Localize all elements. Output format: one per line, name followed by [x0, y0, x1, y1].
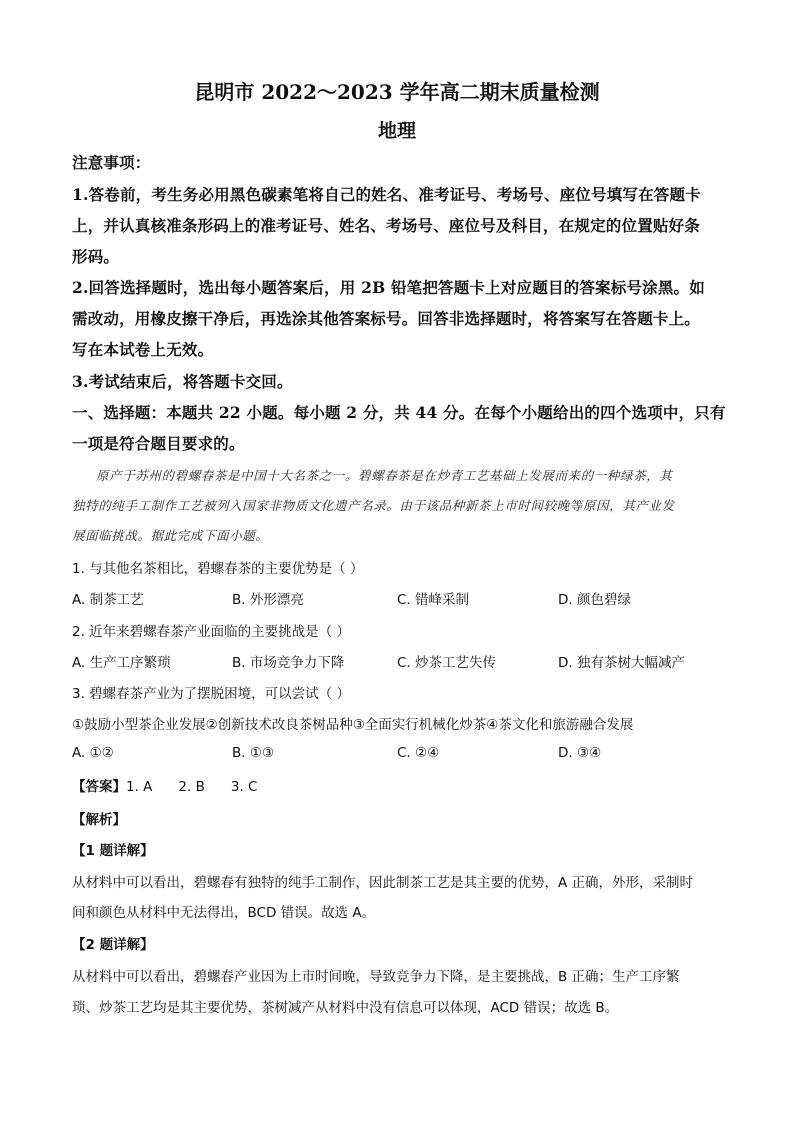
question-3-statements: ①鼓励小型茶企业发展②创新技术改良茶树品种③全面实行机械化炒茶④茶文化和旅游融合发展 — [72, 717, 634, 733]
question-3-stem: 3. 碧螺春茶产业为了摆脱困境，可以尝试（ ） — [72, 686, 350, 702]
question-2-option-c: C. 炒茶工艺失传 — [397, 655, 497, 671]
question-2-option-b: B. 市场竞争力下降 — [232, 655, 345, 671]
question-2-stem: 2. 近年来碧螺春茶产业面临的主要挑战是（ ） — [72, 624, 350, 640]
exam-title: 昆明市 2022～2023 学年高二期末质量检测 — [194, 80, 600, 104]
notice-heading: 注意事项： — [72, 153, 151, 172]
answer-item-1: 1. A — [126, 779, 153, 795]
question-2-option-a: A. 生产工序繁琐 — [72, 655, 171, 671]
analysis-label: 【解析】 — [72, 812, 126, 828]
detail-1-line-1: 从材料中可以看出，碧螺春有独特的纯手工制作，因此制茶工艺是其主要的优势，A 正确，外形，采制时 — [72, 875, 694, 891]
question-3-option-a: A. ①② — [72, 745, 114, 761]
material-line-3: 展面临挑战。据此完成下面小题。 — [72, 528, 269, 543]
question-3-option-d: D. ③④ — [558, 745, 602, 761]
notice-item-1-line-3: 形码。 — [72, 247, 120, 266]
detail-1-label: 【1 题详解】 — [72, 843, 154, 859]
answer-item-3: 3. C — [230, 779, 258, 795]
notice-item-1-line-1: 1.答卷前，考生务必用黑色碳素笔将自己的姓名、准考证号、考场号、座位号填写在答题卡 — [72, 185, 701, 204]
question-3-option-b: B. ①③ — [232, 745, 275, 761]
answer-label: 【答案】 — [72, 779, 126, 795]
notice-item-2-line-3: 写在本试卷上无效。 — [72, 340, 214, 359]
subject-title: 地理 — [377, 120, 416, 142]
question-1-option-b: B. 外形漂亮 — [232, 592, 304, 608]
answer-item-2: 2. B — [178, 779, 205, 795]
detail-2-line-1: 从材料中可以看出，碧螺春产业因为上市时间晚，导致竞争力下降，是主要挑战，B 正确；生产工序繁 — [72, 969, 680, 985]
notice-item-1-line-2: 上，并认真核准条形码上的准考证号、姓名、考场号、座位号及科目，在规定的位置贴好条 — [72, 216, 701, 235]
notice-item-3: 3.考试结束后，将答题卡交回。 — [72, 372, 293, 391]
question-1-stem: 1. 与其他名茶相比，碧螺春茶的主要优势是（ ） — [72, 561, 364, 577]
section-1-heading-line-2: 一项是符合题目要求的。 — [72, 434, 245, 453]
question-2-option-d: D. 独有茶树大幅减产 — [558, 655, 685, 671]
question-1-option-a: A. 制茶工艺 — [72, 592, 144, 608]
notice-item-2-line-2: 需改动，用橡皮擦干净后，再选涂其他答案标号。回答非选择题时，将答案写在答题卡上。 — [72, 309, 701, 328]
detail-2-line-2: 琐、炒茶工艺均是其主要优势，茶树减产从材料中没有信息可以体现，ACD 错误；故选 B。 — [72, 1000, 619, 1016]
question-1-option-d: D. 颜色碧绿 — [558, 592, 631, 608]
detail-2-label: 【2 题详解】 — [72, 937, 154, 953]
answer-line — [72, 775, 732, 795]
question-1-option-c: C. 错峰采制 — [397, 592, 470, 608]
section-1-heading-line-1: 一、选择题：本题共 22 小题。每小题 2 分，共 44 分。在每个小题给出的四个选项中，只有 — [72, 403, 726, 422]
notice-item-2-line-1: 2.回答选择题时，选出每小题答案后，用 2B 铅笔把答题卡上对应题目的答案标号涂黑。如 — [72, 278, 705, 297]
question-3-option-c: C. ②④ — [397, 745, 440, 761]
material-line-1: 原产于苏州的碧螺春茶是中国十大名茶之一。碧螺春茶是在炒青工艺基础上发展而来的一种绿茶，其 — [96, 468, 673, 483]
material-line-2: 独特的纯手工制作工艺被列入国家非物质文化遗产名录。由于该品种新茶上市时间较晚等原因，其产业发 — [72, 498, 675, 513]
detail-1-line-2: 间和颜色从材料中无法得出，BCD 错误。故选 A。 — [72, 905, 376, 921]
